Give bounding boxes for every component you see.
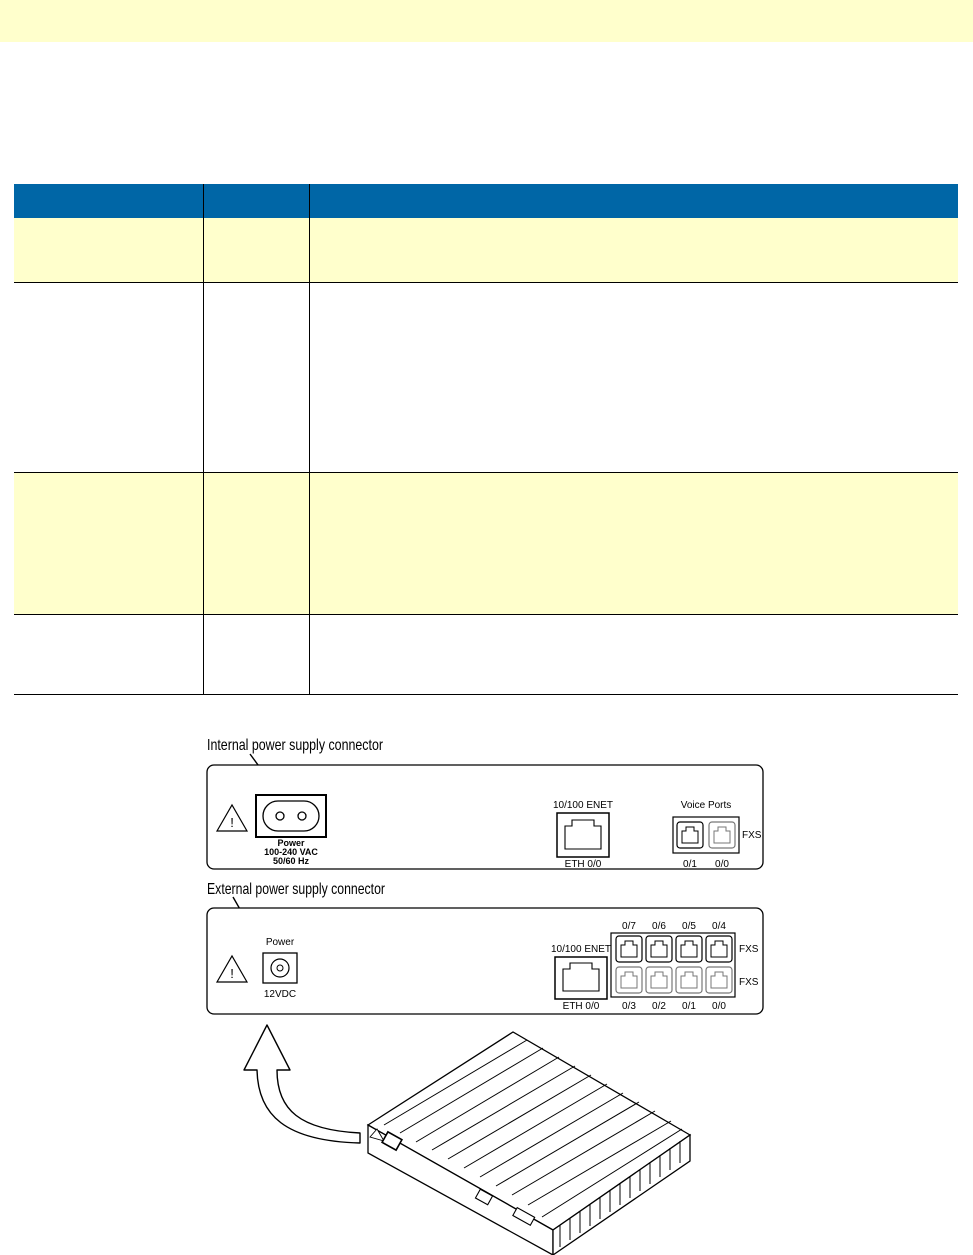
dc-power-jack-icon bbox=[263, 953, 297, 983]
voice-port-icon bbox=[616, 967, 642, 993]
table-cell bbox=[309, 283, 958, 473]
device-illustration bbox=[368, 1032, 690, 1255]
table-cell bbox=[203, 615, 309, 695]
specification-table bbox=[14, 184, 958, 695]
voice-port-icon bbox=[646, 936, 672, 962]
voice-port-icon bbox=[677, 822, 703, 848]
ac-voltage-label: 100-240 VAC bbox=[264, 847, 318, 857]
ac-power-inlet-icon bbox=[256, 795, 326, 837]
header-band bbox=[0, 0, 973, 42]
table-cell bbox=[309, 218, 958, 283]
table-cell bbox=[14, 615, 203, 695]
table-row bbox=[14, 218, 958, 283]
dc-bottom-port-label: 0/1 bbox=[682, 1001, 696, 1012]
table-cell bbox=[14, 283, 203, 473]
table-header-cell bbox=[14, 184, 203, 218]
ac-fxs-label: FXS bbox=[742, 830, 762, 841]
dc-eth-label: ETH 0/0 bbox=[562, 1001, 600, 1012]
dc-top-port-label: 0/5 bbox=[682, 921, 696, 932]
voice-port-icon bbox=[616, 936, 642, 962]
dc-top-port-label: 0/7 bbox=[622, 921, 636, 932]
table-cell bbox=[203, 283, 309, 473]
table-cell bbox=[203, 473, 309, 615]
ac-power-label: Power bbox=[277, 838, 305, 848]
voice-port-icon bbox=[706, 936, 732, 962]
external-callout-label: External power supply connector bbox=[207, 881, 386, 898]
voice-port-icon bbox=[676, 936, 702, 962]
internal-callout-label: Internal power supply connector bbox=[207, 737, 384, 754]
table-header-row bbox=[14, 184, 958, 218]
table-row bbox=[14, 615, 958, 695]
ac-frequency-label: 50/60 Hz bbox=[272, 856, 310, 866]
table-row bbox=[14, 473, 958, 615]
dc-ethernet-port-icon bbox=[555, 957, 607, 999]
dc-bottom-port-label: 0/2 bbox=[652, 1001, 666, 1012]
svg-text:!: ! bbox=[230, 966, 234, 981]
ac-eth-label: ETH 0/0 bbox=[564, 859, 602, 870]
table-cell bbox=[14, 218, 203, 283]
ac-enet-label: 10/100 ENET bbox=[552, 800, 614, 811]
table-cell bbox=[14, 473, 203, 615]
rear-view-arrow bbox=[244, 1025, 360, 1143]
table-header-cell bbox=[203, 184, 309, 218]
dc-top-port-label: 0/6 bbox=[652, 921, 666, 932]
dc-voltage-label: 12VDC bbox=[263, 989, 297, 1000]
table-row bbox=[14, 283, 958, 473]
svg-text:!: ! bbox=[230, 815, 234, 830]
voice-port-icon bbox=[706, 967, 732, 993]
dc-power-label: Power bbox=[265, 937, 295, 948]
dc-bottom-port-label: 0/0 bbox=[712, 1001, 726, 1012]
voice-port-icon bbox=[646, 967, 672, 993]
table-cell bbox=[309, 615, 958, 695]
table-cell bbox=[203, 218, 309, 283]
dc-fxs-bottom-label: FXS bbox=[739, 977, 759, 988]
connector-diagram bbox=[170, 725, 810, 1255]
dc-bottom-port-label: 0/3 bbox=[622, 1001, 636, 1012]
dc-enet-label: 10/100 ENET bbox=[550, 944, 612, 955]
dc-top-port-label: 0/4 bbox=[712, 921, 726, 932]
table-cell bbox=[309, 473, 958, 615]
ac-voice-ports-label: Voice Ports bbox=[680, 800, 732, 811]
ac-port-label: 0/1 bbox=[683, 859, 697, 870]
voice-port-icon bbox=[709, 822, 735, 848]
ac-port-label: 0/0 bbox=[715, 859, 729, 870]
dc-fxs-top-label: FXS bbox=[739, 944, 759, 955]
table-header-cell bbox=[309, 184, 958, 218]
voice-port-icon bbox=[676, 967, 702, 993]
ac-ethernet-port-icon bbox=[557, 813, 609, 857]
